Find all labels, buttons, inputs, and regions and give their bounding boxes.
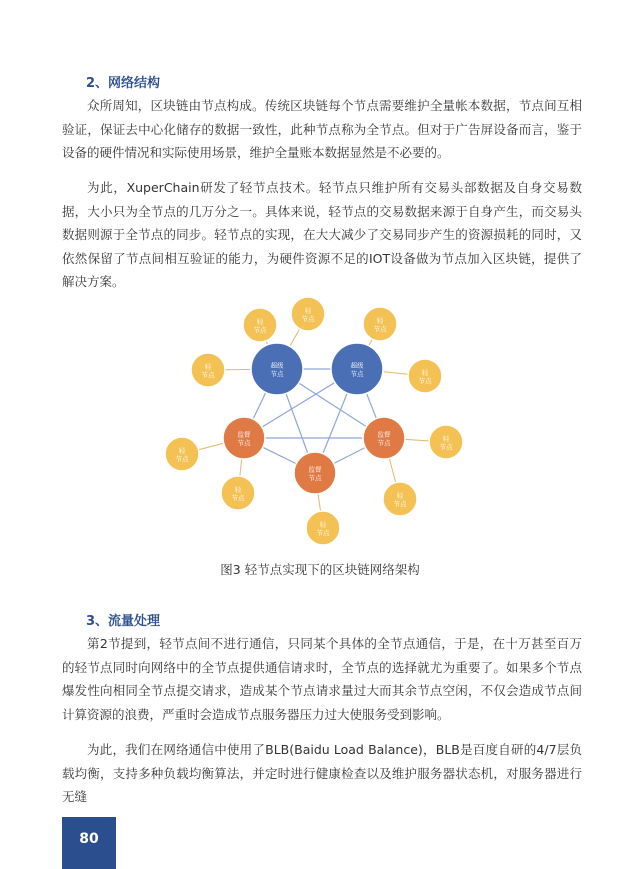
- light-node-label: 节点: [253, 326, 267, 334]
- paragraph-traffic-problem: 第2节提到，轻节点间不进行通信，只同某个具体的全节点通信，于是，在十万甚至百万的轻节点同时向网络中的全节点提供通信请求时，全节点的选择就尤为重要了。如果多个节点爆发性向相同全节点提交请求，造成某个节点请求量过大而其余节点空闲，不仅会造成节点间计算资源的浪费，严重时会造成节点服务器压力过大使服务受到影响。: [62, 636, 582, 722]
- network-diagram: [160, 292, 480, 552]
- light-node-label: 轻: [421, 368, 429, 377]
- paragraph-full-node: 众所周知，区块链由节点构成。传统区块链每个节点需要维护全量帐本数据，节点间互相验证，保证去中心化储存的数据一致性，此种节点称为全节点。但对于广告屏设备而言，鉴于设备的硬件情况和实际使用场景，维护全量账本数据显然是不必要的。: [62, 98, 582, 160]
- super-node-label: 节点: [350, 370, 364, 378]
- monitor-node-label: 节点: [377, 439, 391, 447]
- section-heading-network-structure: 2、网络结构: [86, 76, 161, 91]
- super-node-label: 超级: [270, 361, 284, 370]
- light-node-label: 轻: [396, 491, 404, 500]
- monitor-node-label: 监督: [377, 430, 391, 439]
- light-node-label: 节点: [175, 455, 189, 463]
- light-node: [243, 308, 277, 342]
- light-node: [291, 297, 325, 331]
- light-node-label: 节点: [393, 500, 407, 508]
- monitor-node-label: 监督: [237, 430, 251, 439]
- light-node-label: 轻: [319, 520, 327, 529]
- light-node-label: 轻: [304, 306, 312, 315]
- monitor-node-label: 监督: [308, 465, 322, 474]
- super-node: [251, 343, 303, 395]
- light-node: [383, 482, 417, 516]
- light-node: [221, 476, 255, 510]
- paragraph-blb: 为此，我们在网络通信中使用了BLB(Baidu Load Balance)，BLB是百度自研的4/7层负载均衡，支持多种负载均衡算法，并定时进行健康检查以及维护服务器状态机，对服务器进行无缝: [62, 742, 582, 804]
- light-node-label: 轻: [204, 362, 212, 371]
- light-node-label: 轻: [442, 434, 450, 443]
- paragraph-light-node: 为此，XuperChain研发了轻节点技术。轻节点只维护所有交易头部数据及自身交易数据，大小只为全节点的几万分之一。具体来说，轻节点的交易数据来源于自身产生，而交易头数据则源于全节点的同步。轻节点的实现，在大大减少了交易同步产生的资源损耗的同时，又依然保留了节点间相互验证的能力，为硬件资源不足的IOT设备做为节点加入区块链，提供了解决方案。: [62, 180, 582, 289]
- super-node-label: 超级: [350, 361, 364, 370]
- monitor-node: [294, 452, 336, 494]
- light-node-label: 节点: [316, 529, 330, 537]
- monitor-node-label: 节点: [308, 474, 322, 482]
- section-heading-traffic-handling: 3、流量处理: [86, 614, 161, 629]
- light-node: [191, 353, 225, 387]
- light-node-label: 轻: [256, 317, 264, 326]
- monitor-node-label: 节点: [237, 439, 251, 447]
- figure-caption: 图3 轻节点实现下的区块链网络架构: [220, 562, 420, 577]
- light-node: [429, 425, 463, 459]
- light-node: [408, 359, 442, 393]
- light-node-label: 节点: [301, 315, 315, 323]
- light-node-label: 节点: [231, 494, 245, 502]
- light-node: [165, 437, 199, 471]
- super-node: [331, 343, 383, 395]
- light-node-label: 节点: [373, 325, 387, 333]
- light-node-label: 轻: [234, 485, 242, 494]
- light-node: [306, 511, 340, 545]
- super-node-label: 节点: [270, 370, 284, 378]
- light-node-label: 节点: [201, 371, 215, 379]
- light-node: [363, 307, 397, 341]
- light-node-label: 轻: [178, 446, 186, 455]
- page-number: 80: [79, 831, 99, 847]
- light-node-label: 节点: [418, 377, 432, 385]
- monitor-node: [363, 417, 405, 459]
- monitor-node: [223, 417, 265, 459]
- light-node-label: 节点: [439, 443, 453, 451]
- light-node-label: 轻: [376, 316, 384, 325]
- page-number-badge: [62, 817, 116, 869]
